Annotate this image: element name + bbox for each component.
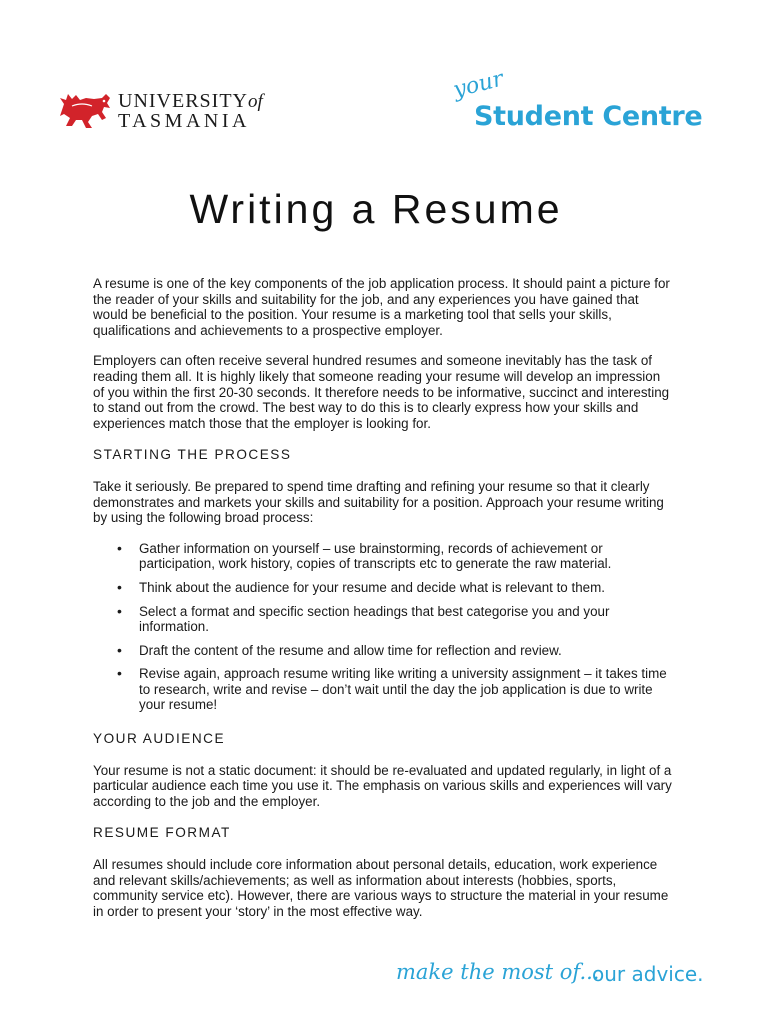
list-item: • Draft the content of the resume and allow time for reflection and review.: [117, 643, 673, 659]
student-centre-your: your: [450, 66, 506, 103]
footer-tagline-script: make the most of...: [396, 960, 600, 984]
tasmanian-lion-icon: [58, 90, 112, 130]
university-name-line2: TASMANIA: [118, 110, 250, 132]
starting-paragraph: Take it seriously. Be prepared to spend time drafting and refining your resume so that it clearly demonstrates and markets your skills and suitability for a position. Approach your resume writing by using the following broad process:: [93, 478, 664, 526]
page-title: Writing a Resume: [189, 186, 563, 232]
format-paragraph: All resumes should include core information about personal details, education, work experience and relevant skills/achievements; as well as information about interests (hobbies, sports, community service etc). However, there are various ways to structure the material in your resume in order to present your ‘story’ in the most effective way.: [93, 857, 669, 919]
university-logo: [58, 88, 288, 134]
university-of: of: [248, 91, 263, 112]
list-item: • Think about the audience for your resume and decide what is relevant to them.: [117, 580, 673, 596]
university-name-line1: UNIVERSITYof: [118, 90, 263, 112]
document-body: [93, 276, 673, 934]
intro-paragraph-2: Employers can often receive several hundred resumes and someone inevitably has the task of reading them all. It is highly likely that someone reading your resume will develop an impression of you within the first 20-30 seconds. It therefore needs to be informative, succinct and interesting to stand out from the crowd. The best way to do this is to clearly express how your skills and experiences match those that the employer is looking for.: [93, 353, 670, 431]
process-list: [93, 541, 673, 713]
page-header: [0, 0, 768, 150]
student-centre-title: Student Centre: [474, 101, 703, 132]
list-item: • Select a format and specific section headings that best categorise you and your information.: [117, 604, 673, 635]
section-heading-audience: YOUR AUDIENCE: [93, 731, 226, 747]
section-heading-starting: STARTING THE PROCESS: [93, 447, 292, 463]
audience-paragraph: Your resume is not a static document: it should be re-evaluated and updated regularly, in light of a particular audience each time you use it. The emphasis on various skills and experiences will vary according to the job and the employer.: [93, 762, 672, 809]
section-heading-format: RESUME FORMAT: [93, 825, 231, 841]
list-item: • Revise again, approach resume writing like writing a university assignment – it takes time to research, write and revise – don’t wait until the day the job application is due to write your resume!: [117, 666, 673, 713]
list-item: • Gather information on yourself – use brainstorming, records of achievement or participation, work history, copies of transcripts etc to generate the raw material.: [117, 541, 673, 572]
footer-tagline-advice: our advice.: [592, 962, 704, 986]
intro-paragraph-1: A resume is one of the key components of the job application process. It should paint a picture for the reader of your skills and suitability for the job, and any experiences you have gained that would be beneficial to the position. Your resume is a marketing tool that sells your skills, qualifications and achievements to a prospective employer.: [93, 276, 670, 338]
